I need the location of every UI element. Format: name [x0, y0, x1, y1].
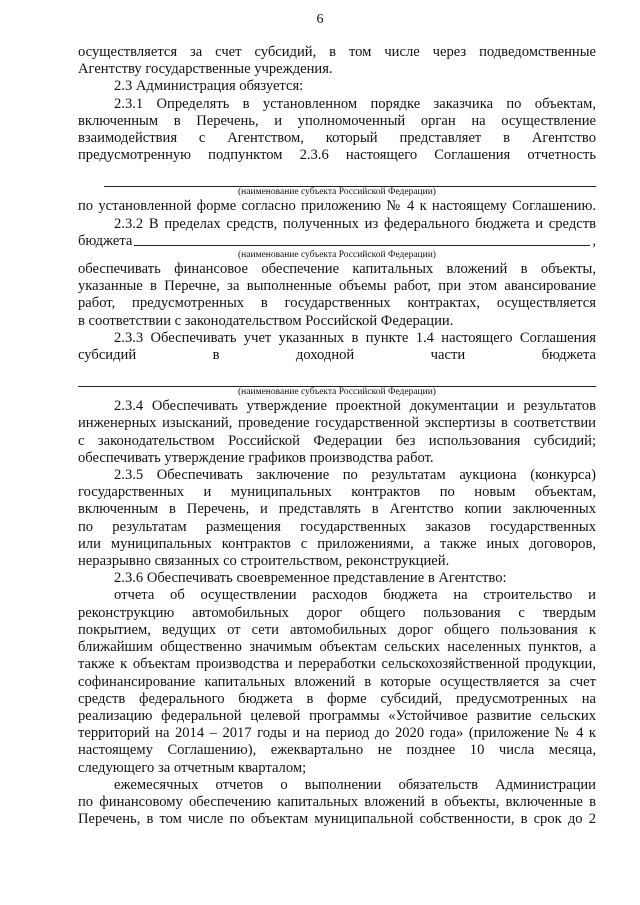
text-line: также к объектам производства и переработки сельскохозяйственной продукции, [78, 656, 596, 673]
text-line: Перечень, в том числе по объектам муниципальной собственности, в срок до 2 [78, 811, 596, 828]
text-line: предусмотренную подпунктом 2.3.6 настоящего Соглашения отчетность [78, 147, 596, 164]
text-line: указанные в Перечне, за выполненные объемы работ, при этом авансирование [78, 278, 596, 295]
text-line: покрытием, ведущих от сети автомобильных дорог общего пользования к [78, 621, 596, 638]
text-line: инженерных изысканий, проведение государственной экспертизы в соответствии [78, 415, 596, 432]
text-line: 2.3.1 Определять в установленном порядке заказчика по объектам, [114, 95, 596, 112]
text-fragment: бюджета [78, 232, 133, 249]
text-line: ближайшим общественно значимым объектам сельских населенных пунктов, а [78, 639, 596, 656]
text-line: реконструкцию автомобильных дорог общего пользования с твердым [78, 604, 596, 621]
field-caption: (наименование субъекта Российской Федерации) [238, 187, 436, 198]
text-line: в соответствии с законодательством Российской Федерации. [78, 312, 454, 329]
text-line: 2.3.5 Обеспечивать заключение по результатам аукциона (конкурса) [114, 467, 596, 484]
text-line: работ, предусмотренных в государственных контрактах, осуществляется [78, 295, 596, 312]
text-line: включенным в Перечень, и уполномоченный орган на осуществление [78, 112, 596, 129]
text-line: 2.3.3 Обеспечивать учет указанных в пункте 1.4 настоящего Соглашения [114, 329, 596, 346]
text-line: 2.3.6 Обеспечивать своевременное представление в Агентство: [114, 570, 507, 587]
field-caption: (наименование субъекта Российской Федерации) [238, 387, 436, 398]
text-line: настоящему Соглашению), ежеквартально не позднее 10 числа месяца, [78, 742, 596, 759]
blank-fill-line [78, 170, 596, 187]
text-line: средств федерального бюджета в форме субсидий, предусмотренных на [78, 690, 596, 707]
text-line: взаимодействия с Агентством, который представляет в Агентство [78, 130, 596, 147]
text-line: государственных и муниципальных контрактов по новым объектам, [78, 484, 596, 501]
text-line: обеспечивать финансовое обеспечение капитальных вложений в объекты, [78, 261, 596, 278]
text-fragment: , [592, 232, 596, 249]
blank-fill-line [78, 370, 596, 387]
text-line: включенным в Перечень, и представлять в Агентство копии заключенных [78, 501, 596, 518]
text-line: Агентству государственные учреждения. [78, 61, 333, 78]
text-line: по финансовому обеспечению капитальных вложений в объекты, включенные в [78, 793, 596, 810]
text-line: 2.3.2 В пределах средств, полученных из федерального бюджета и средств [114, 215, 596, 232]
page-number: 6 [316, 12, 324, 27]
section-heading: 2.3 Администрация обязуется: [114, 78, 304, 95]
text-line: ежемесячных отчетов о выполнении обязательств Администрации [114, 776, 596, 793]
text-line: с законодательством Российской Федерации без использования субсидий; [78, 432, 596, 449]
text-line: софинансирование капитальных вложений в которые осуществляется за счет [78, 673, 596, 690]
budget-fill-line [78, 233, 596, 250]
text-line: осуществляется за счет субсидий, в том числе через подведомственные [78, 44, 596, 60]
text-line: 2.3.4 Обеспечивать утверждение проектной документации и результатов [114, 398, 596, 415]
field-caption: (наименование субъекта Российской Федерации) [238, 250, 436, 261]
document-body [78, 44, 596, 828]
text-line: по установленной форме согласно приложению № 4 к настоящему Соглашению. [78, 198, 596, 215]
text-line: или муниципальных контрактов с приложениями, а также иных договоров, [78, 535, 596, 552]
text-line: реализацию федеральной целевой программы «Устойчивое развитие сельских [78, 707, 596, 724]
text-line: субсидий в доходной части бюджета [78, 347, 596, 364]
text-line: следующего за отчетным кварталом; [78, 759, 307, 776]
text-line: обеспечивать утверждение графиков производства работ. [78, 449, 434, 466]
text-line: отчета об осуществлении расходов бюджета на строительство и [114, 587, 596, 604]
text-line: неразрывно связанных со строительством, реконструкцией. [78, 553, 450, 570]
text-line: территорий на 2014 – 2017 годы и на период до 2020 года» (приложение № 4 к [78, 725, 596, 742]
text-line: по результатам размещения государственных заказов государственных [78, 518, 596, 535]
blank-underline [134, 233, 590, 246]
